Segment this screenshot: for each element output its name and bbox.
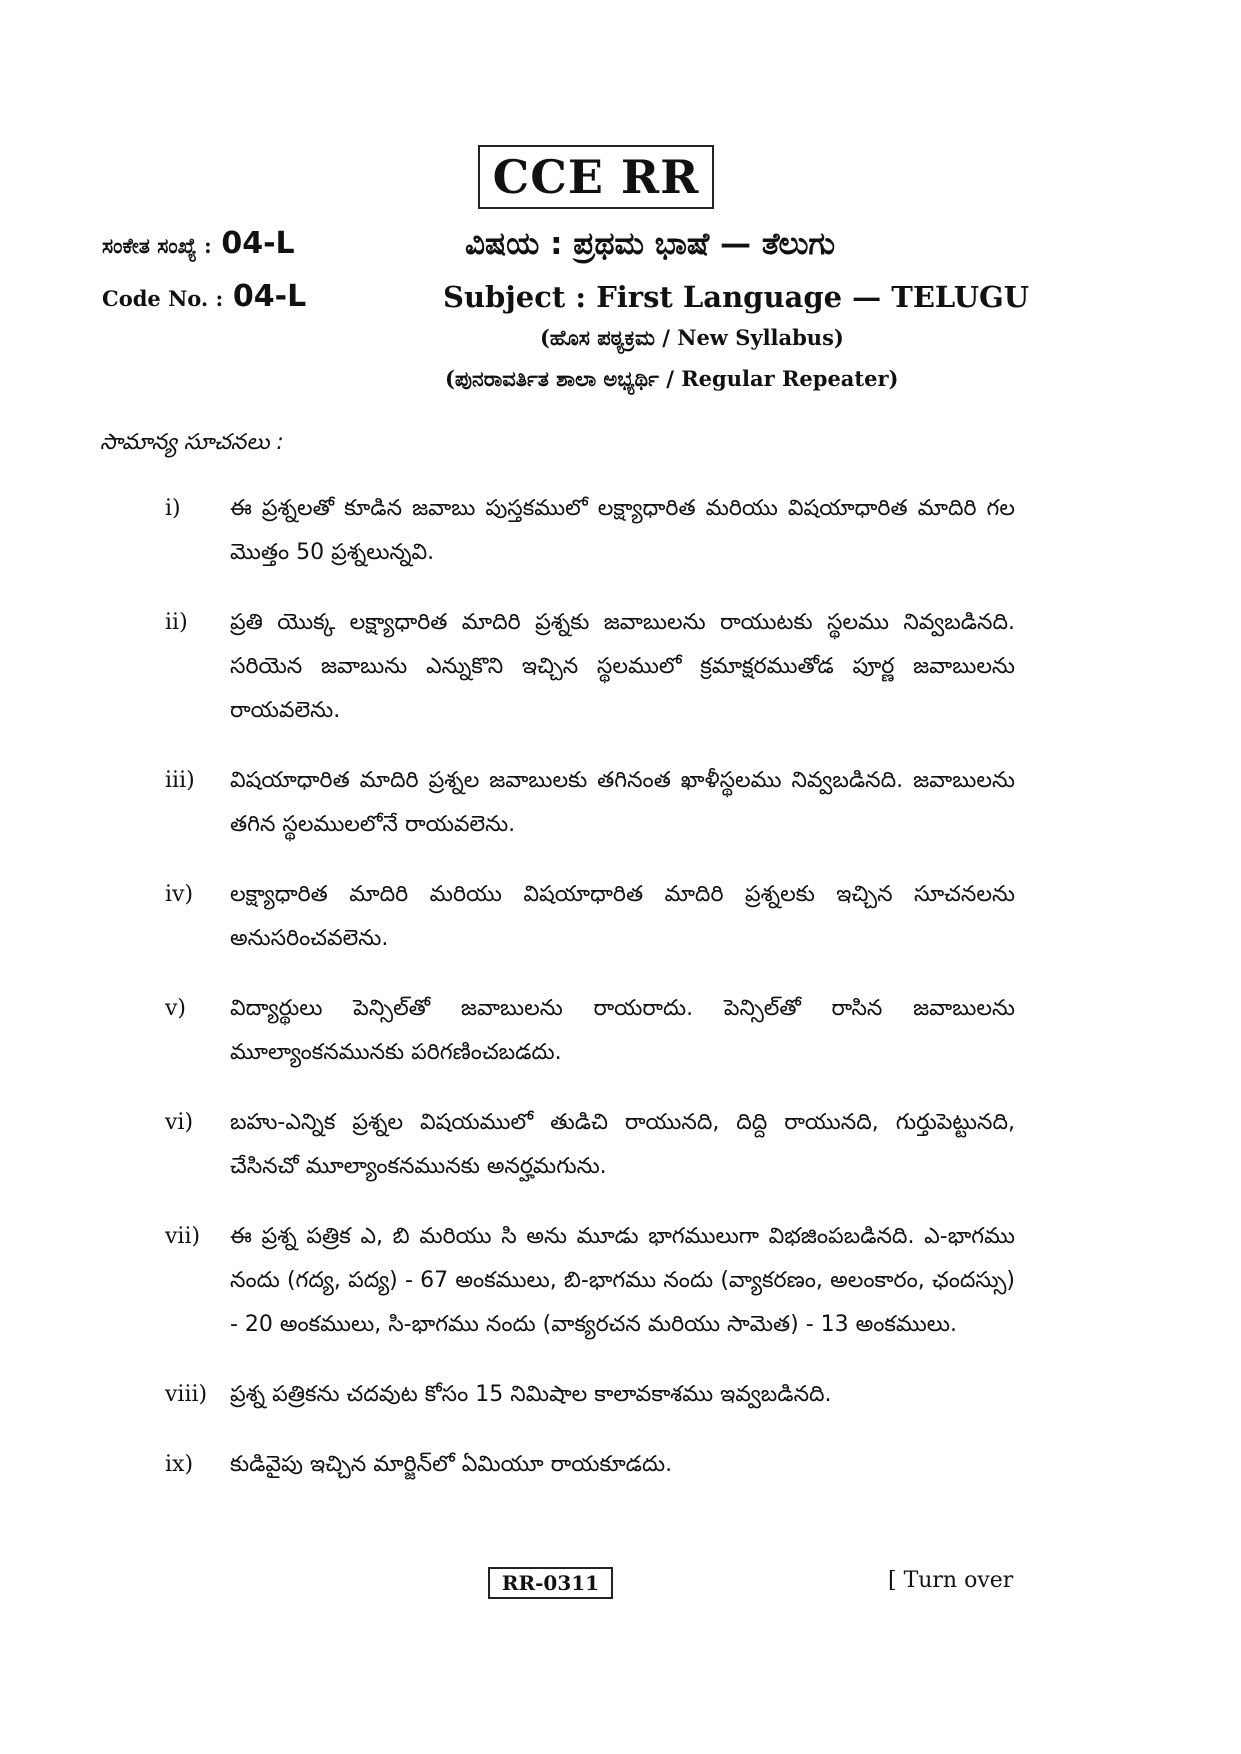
instruction-text: ప్రతి యొక్క లక్ష్యాధారిత మాదిరి ప్రశ్నకు జవాబులను రాయుటకు స్థలము నివ్వబడినది. సరియెన జవాబును ఎన్నుకొని ఇచ్చిన స్థలములో క్రమాక్షరముతోడ పూర్ణ జవాబులను రాయవలెను.	[230, 610, 1015, 723]
instruction-number: vii)	[165, 1224, 201, 1249]
instruction-text: ప్రశ్న పత్రికను చదవుట కోసం 15 నిమిషాల కాలావకాశము ఇవ్వబడినది.	[230, 1382, 832, 1407]
instruction-item	[165, 487, 1015, 575]
instructions-list	[165, 487, 1015, 1513]
instruction-text: బహు-ఎన్నిక ప్రశ్నల విషయములో తుడిచి రాయునది, దిద్ది రాయునది, గుర్తుపెట్టునది, చేసినచో మూల్యాంకనమునకు అనర్హమగును.	[230, 1110, 1015, 1179]
instructions-title: సామాన్య సూచనలు :	[100, 430, 284, 455]
code-label-english: Code No. :	[102, 286, 224, 311]
syllabus-note: (ಹೊಸ ಪಠ್ಯಕ್ರಮ / New Syllabus)	[540, 325, 844, 350]
instruction-number: ix)	[165, 1452, 194, 1477]
instruction-item	[165, 1215, 1015, 1347]
instruction-text: ఈ ప్రశ్నలతో కూడిన జవాబు పుస్తకములో లక్ష్యాధారిత మరియు విషయాధారిత మాదిరి గల మొత్తం 50 ప్రశ్నలున్నవి.	[230, 496, 1015, 565]
instruction-item	[165, 873, 1015, 961]
instruction-number: viii)	[165, 1382, 208, 1407]
exam-code: CCE RR	[492, 150, 700, 204]
code-number-english	[102, 279, 306, 314]
subject-english: Subject : First Language — TELUGU	[443, 280, 1030, 314]
instruction-number: iii)	[165, 768, 195, 793]
instruction-number: vi)	[165, 1110, 194, 1135]
instruction-text: లక్ష్యాధారిత మాదిరి మరియు విషయాధారిత మాదిరి ప్రశ్నలకు ఇచ్చిన సూచనలను అనుసరించవలెను.	[230, 882, 1015, 951]
candidate-type: (ಪುನರಾವರ್ತಿತ ಶಾಲಾ ಅಭ್ಯರ್ಥಿ / Regular Repeater)	[445, 366, 899, 391]
instruction-number: i)	[165, 496, 181, 521]
instruction-item	[165, 1101, 1015, 1189]
code-number-kannada	[102, 226, 295, 261]
code-value-kannada: 04-L	[221, 226, 295, 261]
instruction-number: iv)	[165, 882, 194, 907]
instruction-item	[165, 1373, 1015, 1417]
instruction-item	[165, 601, 1015, 733]
instruction-item	[165, 1443, 1015, 1487]
turn-over-note: [ Turn over	[888, 1568, 1014, 1593]
paper-code: RR-0311	[501, 1571, 600, 1595]
instruction-number: ii)	[165, 610, 188, 635]
instruction-text: విద్యార్థులు పెన్సిల్‌తో జవాబులను రాయరాదు. పెన్సిల్‌తో రాసిన జవాబులను మూల్యాంకనమునకు పరిగణించబడదు.	[230, 996, 1015, 1065]
instruction-number: v)	[165, 996, 187, 1021]
code-value-english: 04-L	[232, 279, 307, 314]
instruction-text: కుడివైపు ఇచ్చిన మార్జిన్‌లో ఏమియూ రాయకూడదు.	[230, 1452, 673, 1477]
paper-code-box	[488, 1567, 613, 1599]
instruction-item	[165, 987, 1015, 1075]
instruction-text: ఈ ప్రశ్న పత్రిక ఎ, బి మరియు సి అను మూడు భాగములుగా విభజింపబడినది. ఎ-భాగము నందు (గద్య, పద్య) - 67 అంకములు, బి-భాగము నందు (వ్యాకరణం, అలంకారం, ఛందస్సు) - 20 అంకములు, సి-భాగము నందు (వాక్యరచన మరియు సామెత) - 13 అంకములు.	[230, 1224, 1015, 1337]
code-label-kannada: ಸಂಕೇತ ಸಂಖ್ಯೆ :	[102, 233, 212, 258]
instruction-item	[165, 759, 1015, 847]
instruction-text: విషయాధారిత మాదిరి ప్రశ్నల జవాబులకు తగినంత ఖాళీస్థలము నివ్వబడినది. జవాబులను తగిన స్థలములలోనే రాయవలెను.	[230, 768, 1015, 837]
subject-kannada: ವಿಷಯ : ಪ್ರಥಮ ಭಾಷೆ — ತೆಲುಗು	[465, 226, 836, 262]
exam-code-box	[478, 145, 714, 209]
